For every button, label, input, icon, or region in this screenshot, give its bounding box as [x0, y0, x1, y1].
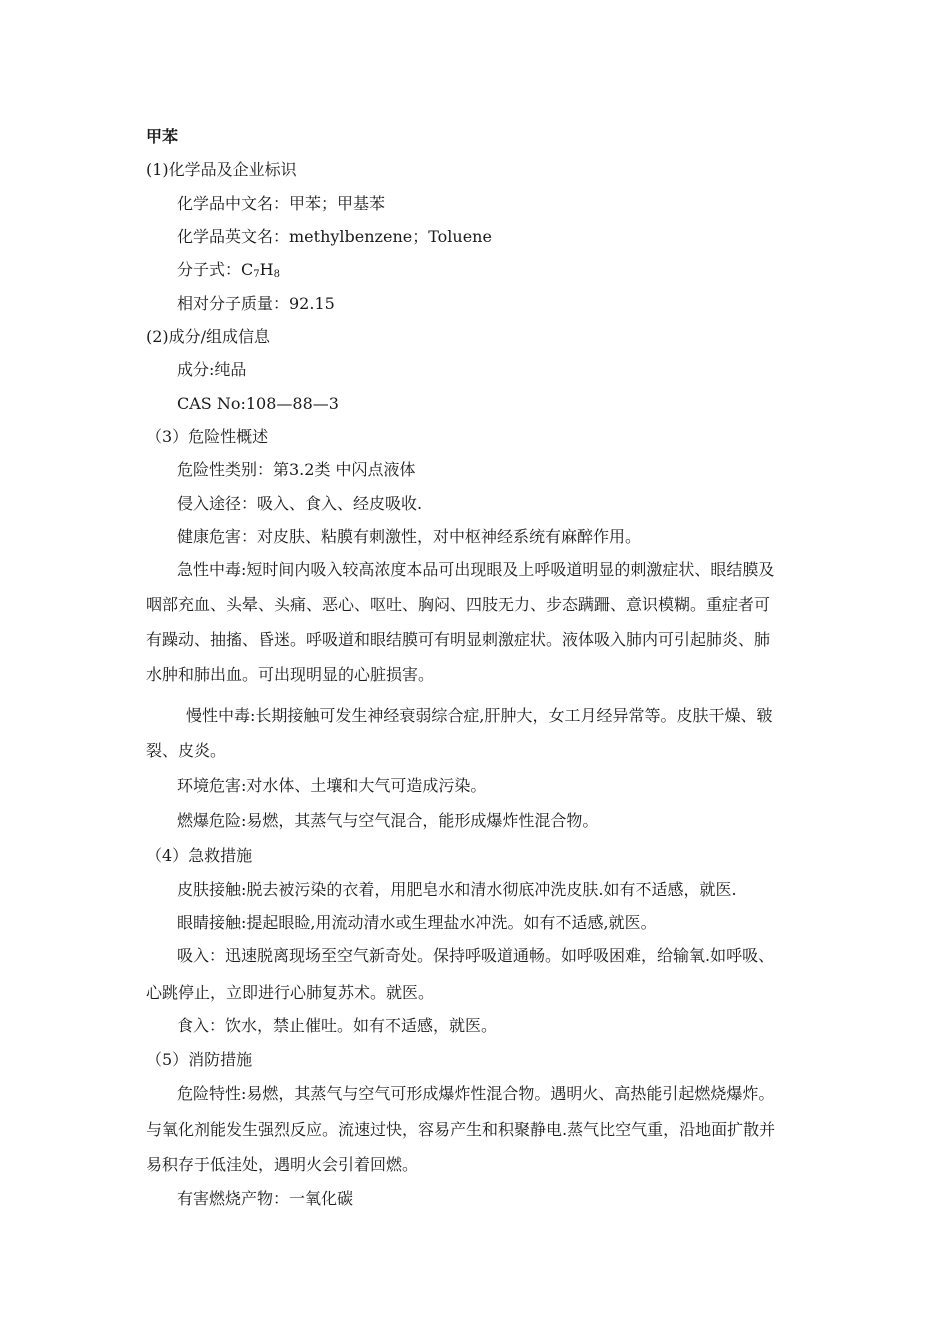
paragraph-line: 皮肤接触:脱去被污染的衣着，用肥皂水和清水彻底冲洗皮肤.如有不适感，就医. — [177, 880, 737, 899]
section-heading-2: (2)成分/组成信息 — [146, 327, 271, 346]
paragraph-line: 慢性中毒:长期接触可发生神经衰弱综合症,肝肿大，女工月经异常等。皮肤干燥、皲 — [186, 706, 773, 725]
paragraph-line: 急性中毒:短时间内吸入较高浓度本品可出现眼及上呼吸道明显的刺激症状、眼结膜及 — [177, 560, 775, 579]
paragraph-line: 化学品英文名：methylbenzene；Toluene — [177, 227, 492, 246]
document-title: 甲苯 — [146, 127, 179, 146]
paragraph-line: 相对分子质量：92.15 — [177, 294, 335, 313]
paragraph-line: 燃爆危险:易燃，其蒸气与空气混合，能形成爆炸性混合物。 — [177, 811, 599, 830]
paragraph-line: 健康危害：对皮肤、粘膜有刺激性，对中枢神经系统有麻醉作用。 — [177, 527, 642, 546]
paragraph-line: 易积存于低洼处，遇明火会引着回燃。 — [146, 1155, 419, 1174]
paragraph-line: 眼睛接触:提起眼睑,用流动清水或生理盐水冲洗。如有不适感,就医。 — [177, 913, 657, 932]
paragraph-line: 有害燃烧产物：一氧化碳 — [177, 1189, 354, 1208]
formula-h: H — [259, 260, 274, 279]
paragraph-line: 咽部充血、头晕、头痛、恶心、呕吐、胸闷、四肢无力、步态蹒跚、意识模糊。重症者可 — [146, 595, 771, 614]
paragraph-line: 吸入：迅速脱离现场至空气新奇处。保持呼吸道通畅。如呼吸困难，给输氧.如呼吸、 — [177, 946, 775, 965]
paragraph-line: 水肿和肺出血。可出现明显的心脏损害。 — [146, 665, 435, 684]
paragraph-line: 危险性类别：第3.2类 中闪点液体 — [177, 460, 416, 479]
paragraph-line: CAS No:108—88—3 — [177, 394, 339, 413]
paragraph-line: 化学品中文名：甲苯；甲基苯 — [177, 194, 386, 213]
section-heading-3: （3）危险性概述 — [146, 427, 269, 446]
formula-line — [177, 260, 280, 280]
section-heading-5: （5）消防措施 — [146, 1050, 253, 1069]
paragraph-line: 环境危害:对水体、土壤和大气可造成污染。 — [177, 776, 487, 795]
paragraph-line: 成分:纯品 — [177, 360, 247, 379]
paragraph-line: 裂、皮炎。 — [146, 741, 227, 760]
paragraph-line: 有躁动、抽搐、昏迷。呼吸道和眼结膜可有明显刺激症状。液体吸入肺内可引起肺炎、肺 — [146, 630, 771, 649]
paragraph-line: 心跳停止，立即进行心肺复苏术。就医。 — [146, 983, 435, 1002]
paragraph-line: 与氧化剂能发生强烈反应。流速过快，容易产生和积聚静电.蒸气比空气重，沿地面扩散并 — [146, 1120, 776, 1139]
paragraph-line: 食入：饮水，禁止催吐。如有不适感，就医。 — [177, 1016, 498, 1035]
formula-subscript-h: 8 — [273, 269, 280, 280]
formula-subscript-c: 7 — [253, 269, 260, 280]
section-heading-1: (1)化学品及企业标识 — [146, 160, 297, 179]
formula-label: 分子式：C — [177, 260, 254, 279]
paragraph-line: 危险特性:易燃，其蒸气与空气可形成爆炸性混合物。遇明火、高热能引起燃烧爆炸。 — [177, 1084, 775, 1103]
paragraph-line: 侵入途径：吸入、食入、经皮吸收. — [177, 494, 423, 513]
section-heading-4: （4）急救措施 — [146, 846, 253, 865]
